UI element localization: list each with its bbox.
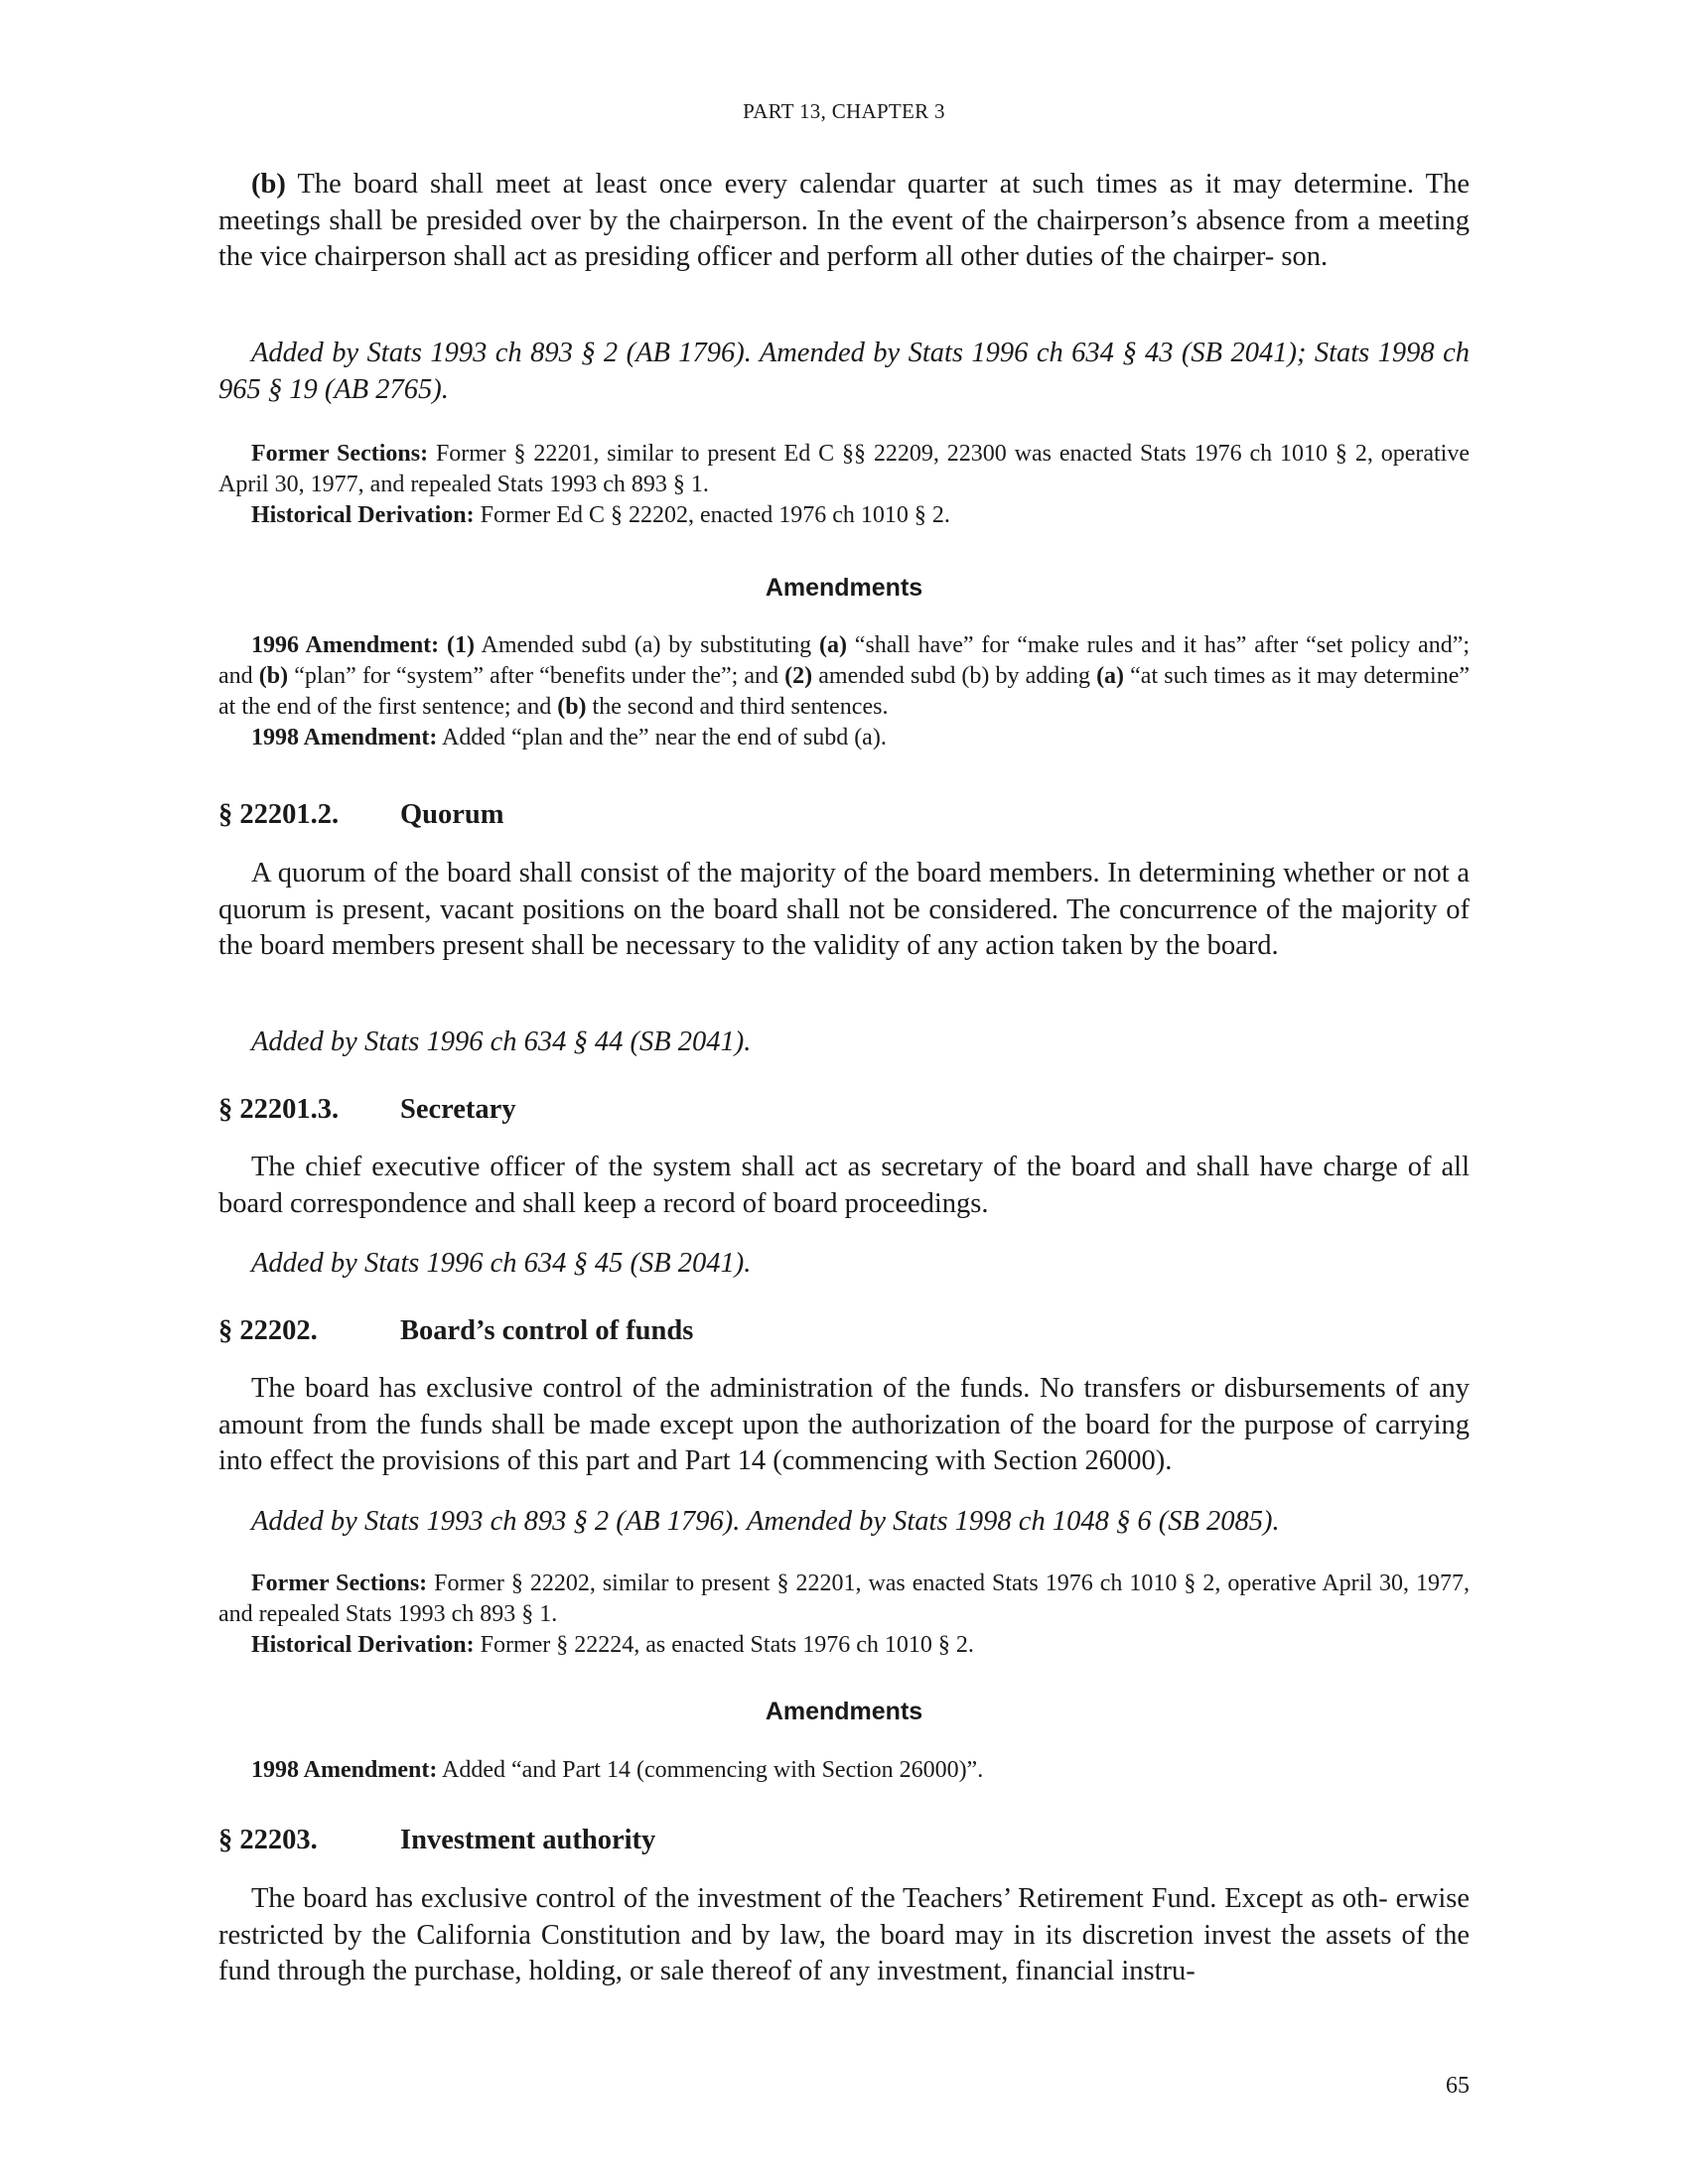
section-heading-22201-3: [218, 1094, 1470, 1126]
section-number: § 22201.2.: [218, 799, 340, 830]
amendment-1998: 1998 Amendment: Added “plan and the” near the end of subd (a).: [251, 725, 887, 751]
section-title: Investment authority: [400, 1825, 656, 1855]
history-notes: Former Sections: Former § 22201, similar to present Ed C §§ 22209, 22300 was enacted Stats 1976 ch 1010 § 2, operative April 30, 1977, and repealed Stats 1993 ch 893 § 1. Historical Derivation: Former Ed C § 22202, enacted 1976 ch 1010 § 2.: [218, 441, 1470, 528]
section-credit-22202: Added by Stats 1993 ch 893 § 2 (AB 1796). Amended by Stats 1998 ch 1048 § 6 (SB 2085).: [251, 1506, 1280, 1537]
section-number: § 22201.3.: [218, 1094, 340, 1125]
section-number: § 22202.: [218, 1315, 318, 1346]
section-text-22203: The board has exclusive control of the investment of the Teachers’ Retirement Fund. Except as oth- erwise restricted by the California Constitution and by law, the board may in its discretion invest the assets of the fund through the purchase, holding, or sale thereof of any investment, financial instru-: [218, 1883, 1470, 1986]
amendments-heading: Amendments: [765, 1698, 923, 1725]
history-credit: Added by Stats 1993 ch 893 § 2 (AB 1796). Amended by Stats 1996 ch 634 § 43 (SB 2041); Stats 1998 ch 965 § 19 (AB 2765).: [218, 338, 1470, 405]
amendment-notes-22202: 1998 Amendment: Added “and Part 14 (commencing with Section 26000)”.: [251, 1757, 984, 1783]
section-title: Secretary: [400, 1094, 516, 1125]
section-text-22202: The board has exclusive control of the administration of the funds. No transfers or disbursements of any amount from the funds shall be made except upon the authorization of the board for the purpose of carrying into effect the provisions of this part and Part 14 (commencing with Section 26000).: [218, 1373, 1470, 1476]
running-head: PART 13, CHAPTER 3: [743, 99, 945, 123]
section-heading-22203: [218, 1825, 1470, 1856]
amendment-1996: 1996 Amendment: (1) Amended subd (a) by substituting (a) “shall have” for “make rules and it has” after “set policy and”; and (b) “plan” for “system” after “benefits under the”; and (2) amended subd (b) by adding (a) “at such times as it may determine” at the end of the first sentence; and (b) the second and third sentences.: [218, 632, 1471, 720]
section-credit-22201-3: Added by Stats 1996 ch 634 § 45 (SB 2041).: [251, 1248, 752, 1279]
subdivision-text: The board shall meet at least once every calendar quarter at such times as it may determine. The meetings shall be presided over by the chairperson. In the event of the chairperson’s absence from a meeting the vice chairperson shall act as presiding officer and perform all other duties of the chairper- son.: [218, 169, 1470, 272]
page-number: 65: [1446, 2073, 1470, 2099]
amendment-notes: [218, 630, 1470, 753]
section-heading-22202: [218, 1315, 1470, 1347]
section-text-22201-2: A quorum of the board shall consist of the majority of the board members. In determining whether or not a quorum is present, vacant positions on the board shall not be considered. The concurrence of the majority of the board members present shall be necessary to the validity of any action taken by the board.: [218, 858, 1470, 961]
section-notes-22202: Former Sections: Former § 22202, similar to present § 22201, was enacted Stats 1976 ch 1010 § 2, operative April 30, 1977, and repealed Stats 1993 ch 893 § 1. Historical Derivation: Former § 22224, as enacted Stats 1976 ch 1010 § 2.: [218, 1570, 1470, 1658]
section-credit-22201-2: Added by Stats 1996 ch 634 § 44 (SB 2041).: [251, 1026, 752, 1057]
section-title: Quorum: [400, 799, 504, 830]
subdivision-b: [218, 167, 1470, 276]
section-number: § 22203.: [218, 1825, 318, 1855]
subdivision-label: (b): [251, 169, 286, 200]
section-heading-22201-2: [218, 799, 1470, 831]
amendments-heading: Amendments: [765, 574, 923, 602]
section-title: Board’s control of funds: [400, 1315, 694, 1346]
section-text-22201-3: The chief executive officer of the system shall act as secretary of the board and shall have charge of all board correspondence and shall keep a record of board proceedings.: [218, 1152, 1470, 1219]
